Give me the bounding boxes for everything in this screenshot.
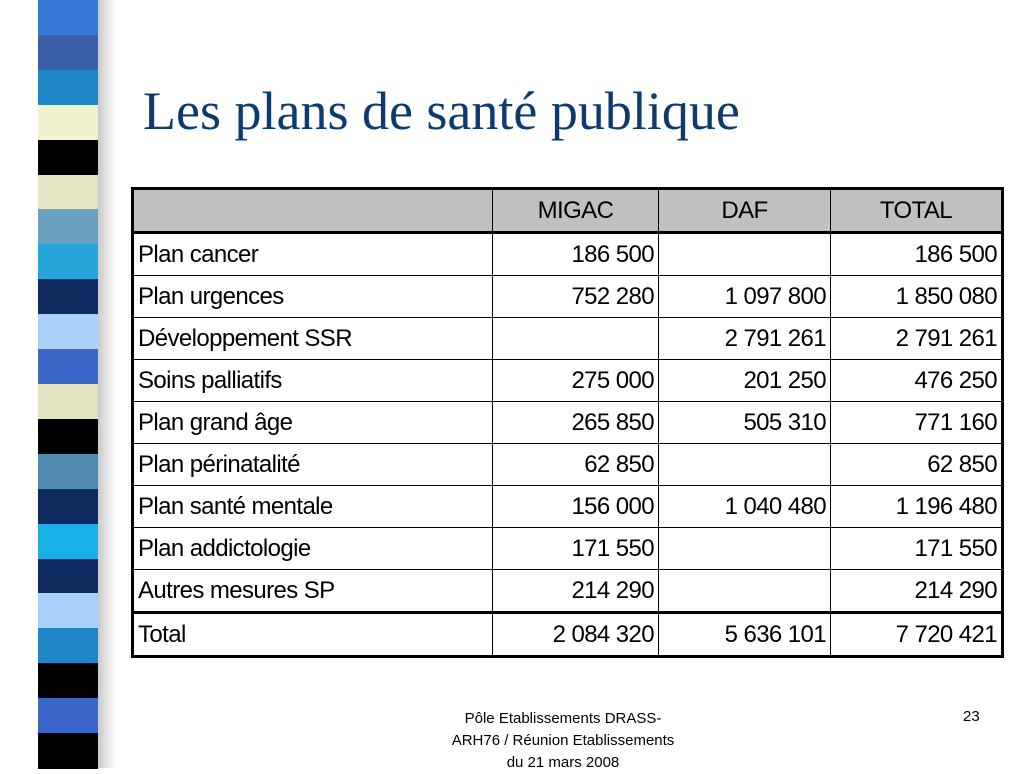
- table-total-row: [133, 613, 1003, 657]
- total-cell: 771 160: [831, 402, 1003, 444]
- footer-line: Pôle Etablissements DRASS-: [464, 710, 662, 727]
- row-label: Plan cancer: [133, 233, 493, 276]
- stripe-segment: [38, 279, 98, 315]
- total-cell: 62 850: [831, 444, 1003, 486]
- stripe-segment: [38, 489, 98, 525]
- stripe-segment: [38, 663, 98, 699]
- migac-cell: 156 000: [493, 486, 659, 528]
- row-label: Plan périnatalité: [133, 444, 493, 486]
- table-row: [133, 570, 1003, 613]
- stripe-segment: [38, 419, 98, 455]
- table-row: [133, 318, 1003, 360]
- stripe-segment: [38, 559, 98, 595]
- total-cell: 2 791 261: [831, 318, 1003, 360]
- daf-cell: [659, 444, 831, 486]
- stripe-segment: [38, 209, 98, 245]
- daf-cell: [659, 233, 831, 276]
- migac-cell: 2 084 320: [493, 613, 659, 657]
- slide-footer: [413, 708, 713, 774]
- table-row: [133, 486, 1003, 528]
- total-cell: 1 196 480: [831, 486, 1003, 528]
- stripe-segment: [38, 244, 98, 280]
- row-label: Autres mesures SP: [133, 570, 493, 613]
- header-migac: MIGAC: [493, 189, 659, 233]
- table-row: [133, 402, 1003, 444]
- footer-line: du 21 mars 2008: [506, 754, 620, 771]
- row-label: Plan urgences: [133, 276, 493, 318]
- footer-line: ARH76 / Réunion Etablissements: [451, 732, 675, 749]
- stripe-segment: [38, 349, 98, 385]
- decorative-stripe-bar: [38, 0, 98, 768]
- migac-cell: 186 500: [493, 233, 659, 276]
- header-total: TOTAL: [831, 189, 1003, 233]
- stripe-segment: [38, 175, 98, 211]
- stripe-segment: [38, 0, 98, 36]
- total-cell: 7 720 421: [831, 613, 1003, 657]
- total-cell: 214 290: [831, 570, 1003, 613]
- stripe-segment: [38, 593, 98, 629]
- stripe-segment: [38, 628, 98, 664]
- page-number: 23: [963, 708, 980, 725]
- daf-cell: [659, 570, 831, 613]
- header-daf: DAF: [659, 189, 831, 233]
- daf-cell: 201 250: [659, 360, 831, 402]
- daf-cell: [659, 528, 831, 570]
- stripe-segment: [38, 70, 98, 106]
- stripe-segment: [38, 105, 98, 141]
- row-label: Total: [133, 613, 493, 657]
- budget-table: [131, 187, 1004, 658]
- stripe-segment: [38, 384, 98, 420]
- stripe-segment: [38, 35, 98, 71]
- stripe-shadow: [98, 0, 116, 768]
- table-header-row: [133, 189, 1003, 233]
- total-cell: 476 250: [831, 360, 1003, 402]
- daf-cell: 505 310: [659, 402, 831, 444]
- migac-cell: 265 850: [493, 402, 659, 444]
- row-label: Soins palliatifs: [133, 360, 493, 402]
- migac-cell: [493, 318, 659, 360]
- slide-title: Les plans de santé publique: [143, 81, 740, 141]
- table-row: [133, 233, 1003, 276]
- migac-cell: 214 290: [493, 570, 659, 613]
- total-cell: 186 500: [831, 233, 1003, 276]
- migac-cell: 171 550: [493, 528, 659, 570]
- migac-cell: 275 000: [493, 360, 659, 402]
- table-row: [133, 360, 1003, 402]
- stripe-segment: [38, 524, 98, 560]
- daf-cell: 1 040 480: [659, 486, 831, 528]
- stripe-segment: [38, 140, 98, 176]
- table-row: [133, 528, 1003, 570]
- total-cell: 171 550: [831, 528, 1003, 570]
- daf-cell: 2 791 261: [659, 318, 831, 360]
- stripe-segment: [38, 733, 98, 769]
- row-label: Développement SSR: [133, 318, 493, 360]
- stripe-segment: [38, 314, 98, 350]
- stripe-segment: [38, 698, 98, 734]
- row-label: Plan addictologie: [133, 528, 493, 570]
- header-empty: [133, 189, 493, 233]
- stripe-segment: [38, 454, 98, 490]
- row-label: Plan santé mentale: [133, 486, 493, 528]
- daf-cell: 5 636 101: [659, 613, 831, 657]
- total-cell: 1 850 080: [831, 276, 1003, 318]
- table-row: [133, 444, 1003, 486]
- daf-cell: 1 097 800: [659, 276, 831, 318]
- table-row: [133, 276, 1003, 318]
- migac-cell: 62 850: [493, 444, 659, 486]
- row-label: Plan grand âge: [133, 402, 493, 444]
- migac-cell: 752 280: [493, 276, 659, 318]
